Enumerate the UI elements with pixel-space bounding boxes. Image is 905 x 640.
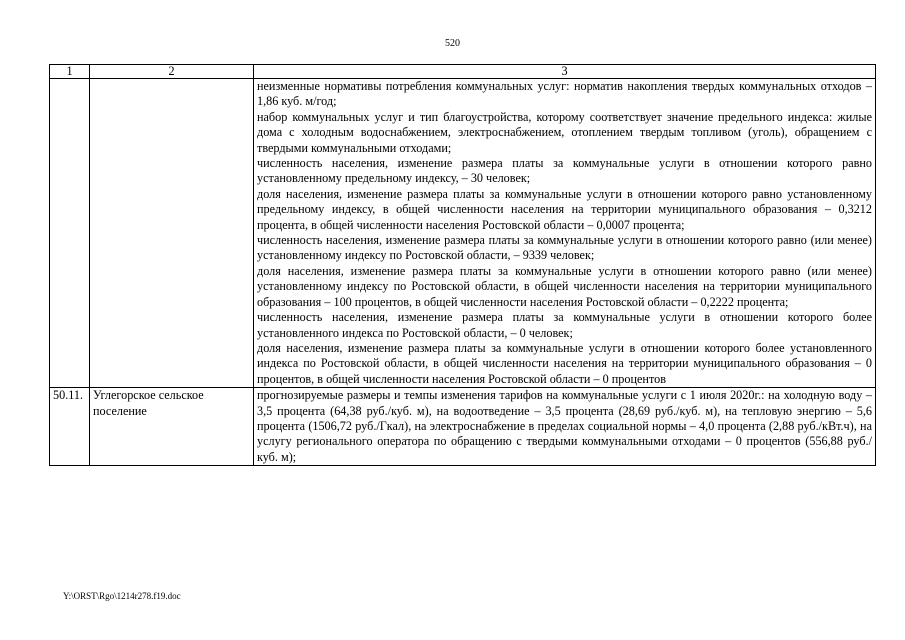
paragraph: неизменные нормативы потребления коммунальных услуг: норматив накопления твердых коммунальных отходов – 1,86 куб. м/год;: [257, 79, 872, 109]
description-cell: [254, 79, 876, 388]
paragraph: численность населения, изменение размера платы за коммунальные услуги в отношении которого равно (или менее) установленному индексу по Ростовской области, – 9339 человек;: [257, 233, 872, 263]
paragraph: набор коммунальных услуг и тип благоустройства, которому соответствует значение предельного индекса: жилые дома с холодным водоснабжением, электроснабжением, отоплением твердым топливом (уголь), обращением с твердыми коммунальными отходами;: [257, 109, 872, 155]
row-number-cell: 50.11.: [50, 388, 90, 466]
paragraph: доля населения, изменение размера платы за коммунальные услуги в отношении которого равно установленному предельному индексу, в общей численности населения на территории муниципального образования – 0,3212 процента, в общей численности населения Ростовской области – 0,0007 процента;: [257, 186, 872, 232]
paragraph: доля населения, изменение размера платы за коммунальные услуги в отношении которого равно (или менее) установленному индексу по Ростовской области, в общей численности населения на территории муниципального образования – 100 процентов, в общей численности населения Ростовской области – 0,2222 процента;: [257, 263, 872, 309]
description-cell: [254, 388, 876, 466]
settlement-name-cell: [90, 79, 254, 388]
row-number-cell: [50, 79, 90, 388]
column-header-1: 1: [50, 65, 90, 79]
paragraph: численность населения, изменение размера платы за коммунальные услуги в отношении которого равно установленному предельному индексу, – 30 человек;: [257, 156, 872, 186]
page-number: 520: [445, 38, 460, 49]
settlement-name-cell: Углегорское сельское поселение: [90, 388, 254, 466]
footer-file-path: Y:\ORST\Rgo\1214r278.f19.doc: [63, 591, 181, 601]
table-header-row: [50, 65, 876, 79]
paragraph: численность населения, изменение размера платы за коммунальные услуги в отношении которого более установленного индекса по Ростовской области, – 0 человек;: [257, 310, 872, 340]
column-header-2: 2: [90, 65, 254, 79]
document-table: [49, 64, 876, 466]
paragraph: прогнозируемые размеры и темпы изменения тарифов на коммунальные услуги с 1 июля 2020г.: на холодную воду – 3,5 процента (64,38 руб./куб. м), на водоотведение – 3,5 процента (28,69 руб./куб. м), на тепловую энергию – 5,6 процента (1506,72 руб./Гкал), на электроснабжение в пределах социальной нормы – 4,0 процента (2,88 руб./кВт.ч), на услугу регионального оператора по обращению с твердыми коммунальными отходами – 0 процентов (556,88 руб./куб. м);: [257, 388, 872, 464]
table-row: [50, 388, 876, 466]
column-header-3: 3: [254, 65, 876, 79]
paragraph: доля населения, изменение размера платы за коммунальные услуги в отношении которого более установленного индекса по Ростовской области, в общей численности населения на территории муниципального образования – 0 процентов, в общей численности населения Ростовской области – 0 процентов: [257, 340, 872, 386]
table-row: [50, 79, 876, 388]
